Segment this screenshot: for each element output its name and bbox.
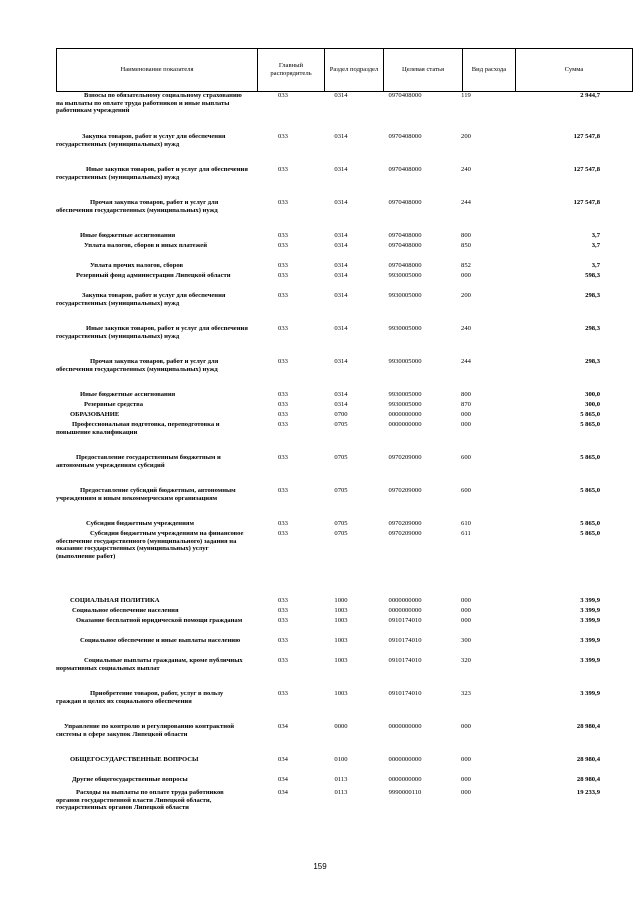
row-section: 0314 (334, 401, 348, 408)
row-target: 0910174010 (388, 637, 422, 644)
row-admin: 033 (278, 133, 288, 140)
table-row (56, 391, 602, 401)
row-kind: 240 (461, 325, 471, 332)
row-sum: 127 547,8 (573, 199, 600, 206)
row-target: 0970209000 (388, 454, 422, 461)
row-kind: 200 (461, 133, 471, 140)
budget-page (56, 48, 602, 830)
row-target: 9930005000 (388, 292, 422, 299)
table-row (56, 242, 602, 262)
row-admin: 033 (278, 199, 288, 206)
row-section: 0314 (334, 358, 348, 365)
row-name: Другие общегосударственные вопросы (72, 776, 188, 783)
table-row (56, 789, 602, 830)
row-section: 0314 (334, 92, 348, 99)
col-admin-header: Главный распорядитель (258, 49, 325, 92)
row-sum: 5 865,0 (580, 530, 600, 537)
row-section: 0705 (334, 454, 348, 461)
row-section: 0314 (334, 391, 348, 398)
row-section: 1003 (334, 657, 348, 664)
row-name: Социальное обеспечение и иные выплаты населению (80, 637, 241, 644)
row-sum: 2 944,7 (580, 92, 600, 99)
row-name: Резервный фонд администрации Липецкой области (76, 272, 231, 279)
table-header (56, 48, 633, 92)
col-sum-header: Сумма (516, 49, 633, 92)
row-section: 0314 (334, 242, 348, 249)
table-row (56, 232, 602, 242)
row-target: 0970209000 (388, 520, 422, 527)
table-row (56, 617, 602, 637)
row-admin: 034 (278, 756, 288, 763)
row-section: 1003 (334, 617, 348, 624)
row-kind: 000 (461, 617, 471, 624)
row-admin: 033 (278, 597, 288, 604)
row-target: 9930005000 (388, 391, 422, 398)
row-target: 0970408000 (388, 199, 422, 206)
row-kind: 000 (461, 607, 471, 614)
row-kind: 000 (461, 756, 471, 763)
table-row (56, 607, 602, 617)
table-row (56, 487, 602, 520)
row-section: 0314 (334, 262, 348, 269)
row-name: Профессиональная подготовка, переподготовка и повышение квалификации (56, 421, 220, 436)
row-sum: 127 547,8 (573, 166, 600, 173)
row-sum: 300,0 (585, 391, 600, 398)
row-section: 1003 (334, 607, 348, 614)
row-section: 0314 (334, 166, 348, 173)
row-sum: 3,7 (591, 242, 600, 249)
row-target: 9930005000 (388, 325, 422, 332)
row-sum: 3 399,9 (580, 637, 600, 644)
row-name: Предоставление субсидий бюджетным, автономным учреждениям и иным некоммерческим организациям (56, 487, 236, 502)
row-sum: 28 980,4 (576, 723, 600, 730)
table-row (56, 530, 602, 597)
row-kind: 244 (461, 199, 471, 206)
row-name: Расходы на выплаты по оплате труда работников органов государственной власти Липецкой области, государственных органов Липецкой области (56, 789, 224, 812)
table-row (56, 166, 602, 199)
row-admin: 033 (278, 530, 288, 537)
row-name: Управление по контролю и регулированию контрактной системы в сфере закупок Липецкой области (56, 723, 235, 738)
row-sum: 5 865,0 (580, 520, 600, 527)
row-admin: 033 (278, 92, 288, 99)
row-admin: 034 (278, 723, 288, 730)
row-sum: 298,3 (585, 325, 600, 332)
table-row (56, 454, 602, 487)
row-admin: 033 (278, 454, 288, 461)
table-row (56, 637, 602, 657)
row-admin: 033 (278, 637, 288, 644)
row-sum: 3,7 (591, 232, 600, 239)
row-name: ОБРАЗОВАНИЕ (70, 411, 120, 418)
row-sum: 598,3 (585, 272, 600, 279)
row-section: 0314 (334, 232, 348, 239)
row-name: Резервные средства (84, 401, 143, 408)
row-admin: 033 (278, 657, 288, 664)
row-sum: 127 547,8 (573, 133, 600, 140)
row-section: 0705 (334, 520, 348, 527)
row-section: 0705 (334, 487, 348, 494)
row-admin: 033 (278, 272, 288, 279)
table-row (56, 657, 602, 690)
row-name: Субсидии бюджетным учреждениям (86, 520, 194, 527)
table-row (56, 199, 602, 232)
row-name: Иные бюджетные ассигнования (80, 232, 176, 239)
row-admin: 033 (278, 690, 288, 697)
row-kind: 000 (461, 776, 471, 783)
row-target: 0000000000 (388, 597, 422, 604)
table-row (56, 776, 602, 789)
row-kind: 323 (461, 690, 471, 697)
row-kind: 600 (461, 487, 471, 494)
row-section: 0314 (334, 292, 348, 299)
col-target-header: Целевая статья (384, 49, 463, 92)
row-kind: 320 (461, 657, 471, 664)
row-target: 9930005000 (388, 272, 422, 279)
row-kind: 300 (461, 637, 471, 644)
row-name: Прочая закупка товаров, работ и услуг для обеспечения государственных (муниципальных) нужд (56, 358, 219, 373)
table-row (56, 401, 602, 411)
row-admin: 033 (278, 325, 288, 332)
row-kind: 611 (461, 530, 471, 537)
row-name: Закупка товаров, работ и услуг для обеспечения государственных (муниципальных) нужд (56, 133, 226, 148)
row-sum: 19 233,9 (576, 789, 600, 796)
row-admin: 033 (278, 391, 288, 398)
row-admin: 034 (278, 776, 288, 783)
table-row (56, 421, 602, 454)
row-section: 0705 (334, 421, 348, 428)
row-admin: 033 (278, 487, 288, 494)
row-name: Субсидии бюджетным учреждениям на финансовое обеспечение государственного (муниципального) задания на оказание государственных (муниципальных) услуг (выполнение работ) (56, 530, 244, 560)
row-admin: 033 (278, 401, 288, 408)
row-name: Взносы по обязательному социальному страхованию на выплаты по оплате труда работников и иные выплаты работникам учреждений (56, 92, 242, 115)
row-section: 0100 (334, 756, 348, 763)
row-name: Иные закупки товаров, работ и услуг для обеспечения государственных (муниципальных) нужд (56, 325, 248, 340)
row-name: Закупка товаров, работ и услуг для обеспечения государственных (муниципальных) нужд (56, 292, 226, 307)
row-kind: 000 (461, 789, 471, 796)
row-section: 1003 (334, 637, 348, 644)
row-kind: 244 (461, 358, 471, 365)
row-target: 0000000000 (388, 411, 422, 418)
row-name: Предоставление государственным бюджетным и автономным учреждениям субсидий (56, 454, 221, 469)
row-name: Приобретение товаров, работ, услуг в пользу граждан в целях их социального обеспечения (56, 690, 224, 705)
row-kind: 240 (461, 166, 471, 173)
row-target: 0910174010 (388, 690, 422, 697)
row-name: Уплата прочих налогов, сборов (90, 262, 184, 269)
row-name: Оказание бесплатной юридической помощи гражданам (76, 617, 243, 624)
row-target: 0970408000 (388, 242, 422, 249)
row-admin: 033 (278, 421, 288, 428)
row-target: 0970408000 (388, 92, 422, 99)
row-target: 0910174010 (388, 617, 422, 624)
table-row (56, 520, 602, 530)
row-target: 0970408000 (388, 262, 422, 269)
col-section-header: Раздел подраздел (325, 49, 384, 92)
table-row (56, 723, 602, 756)
row-section: 1003 (334, 690, 348, 697)
row-section: 0314 (334, 325, 348, 332)
row-sum: 3 399,9 (580, 690, 600, 697)
row-admin: 033 (278, 358, 288, 365)
row-sum: 3 399,9 (580, 657, 600, 664)
row-sum: 300,0 (585, 401, 600, 408)
table-row (56, 133, 602, 166)
row-admin: 033 (278, 292, 288, 299)
row-target: 0000000000 (388, 756, 422, 763)
row-target: 9930005000 (388, 358, 422, 365)
row-sum: 298,3 (585, 292, 600, 299)
row-target: 0000000000 (388, 723, 422, 730)
row-target: 9930005000 (388, 401, 422, 408)
row-sum: 28 980,4 (576, 756, 600, 763)
row-sum: 3 399,9 (580, 597, 600, 604)
row-admin: 034 (278, 789, 288, 796)
row-kind: 000 (461, 411, 471, 418)
row-kind: 200 (461, 292, 471, 299)
row-kind: 000 (461, 723, 471, 730)
col-kind-header: Вид расхода (463, 49, 516, 92)
row-section: 0113 (334, 789, 348, 796)
table-row (56, 411, 602, 421)
row-kind: 119 (461, 92, 471, 99)
row-name: Социальное обеспечение населения (72, 607, 179, 614)
budget-table (56, 92, 602, 830)
row-name: Уплата налогов, сборов и иных платежей (84, 242, 208, 249)
row-admin: 033 (278, 262, 288, 269)
row-sum: 3 399,9 (580, 607, 600, 614)
row-name: Социальные выплаты гражданам, кроме публичных нормативных социальных выплат (56, 657, 243, 672)
table-row (56, 358, 602, 391)
row-sum: 3,7 (591, 262, 600, 269)
row-kind: 800 (461, 232, 471, 239)
table-row (56, 597, 602, 607)
table-row (56, 292, 602, 325)
row-admin: 033 (278, 242, 288, 249)
row-sum: 298,3 (585, 358, 600, 365)
page-number: 159 (313, 862, 327, 871)
row-name: ОБЩЕГОСУДАРСТВЕННЫЕ ВОПРОСЫ (70, 756, 199, 763)
row-name: Иные закупки товаров, работ и услуг для обеспечения государственных (муниципальных) нужд (56, 166, 248, 181)
row-kind: 000 (461, 421, 471, 428)
row-name: Прочая закупка товаров, работ и услуг для обеспечения государственных (муниципальных) нужд (56, 199, 219, 214)
table-row (56, 690, 602, 723)
row-admin: 033 (278, 607, 288, 614)
row-target: 0970408000 (388, 232, 422, 239)
table-row (56, 325, 602, 358)
row-section: 0000 (334, 723, 348, 730)
row-sum: 5 865,0 (580, 454, 600, 461)
row-kind: 870 (461, 401, 471, 408)
row-kind: 600 (461, 454, 471, 461)
row-target: 0970408000 (388, 166, 422, 173)
table-row (56, 272, 602, 292)
row-section: 0113 (334, 776, 348, 783)
col-name-header: Наименование показателя (57, 49, 258, 92)
row-kind: 852 (461, 262, 471, 269)
row-section: 0705 (334, 530, 348, 537)
row-target: 0000000000 (388, 607, 422, 614)
row-target: 0000000000 (388, 421, 422, 428)
row-section: 1000 (334, 597, 348, 604)
row-section: 0314 (334, 133, 348, 140)
row-admin: 033 (278, 232, 288, 239)
table-row (56, 262, 602, 272)
row-target: 0000000000 (388, 776, 422, 783)
row-name: Иные бюджетные ассигнования (80, 391, 176, 398)
row-name: СОЦИАЛЬНАЯ ПОЛИТИКА (70, 597, 160, 604)
row-sum: 3 399,9 (580, 617, 600, 624)
row-target: 0970209000 (388, 487, 422, 494)
row-sum: 5 865,0 (580, 421, 600, 428)
row-kind: 000 (461, 272, 471, 279)
row-kind: 850 (461, 242, 471, 249)
row-target: 0910174010 (388, 657, 422, 664)
row-section: 0314 (334, 199, 348, 206)
row-target: 0970209000 (388, 530, 422, 537)
row-sum: 5 865,0 (580, 487, 600, 494)
row-target: 0970408000 (388, 133, 422, 140)
row-section: 0700 (334, 411, 348, 418)
row-admin: 033 (278, 166, 288, 173)
row-admin: 033 (278, 411, 288, 418)
row-target: 9990000110 (388, 789, 422, 796)
row-sum: 5 865,0 (580, 411, 600, 418)
table-row (56, 92, 602, 133)
table-row (56, 756, 602, 776)
row-sum: 28 980,4 (576, 776, 600, 783)
row-kind: 000 (461, 597, 471, 604)
row-admin: 033 (278, 520, 288, 527)
row-section: 0314 (334, 272, 348, 279)
row-kind: 610 (461, 520, 471, 527)
row-kind: 800 (461, 391, 471, 398)
row-admin: 033 (278, 617, 288, 624)
